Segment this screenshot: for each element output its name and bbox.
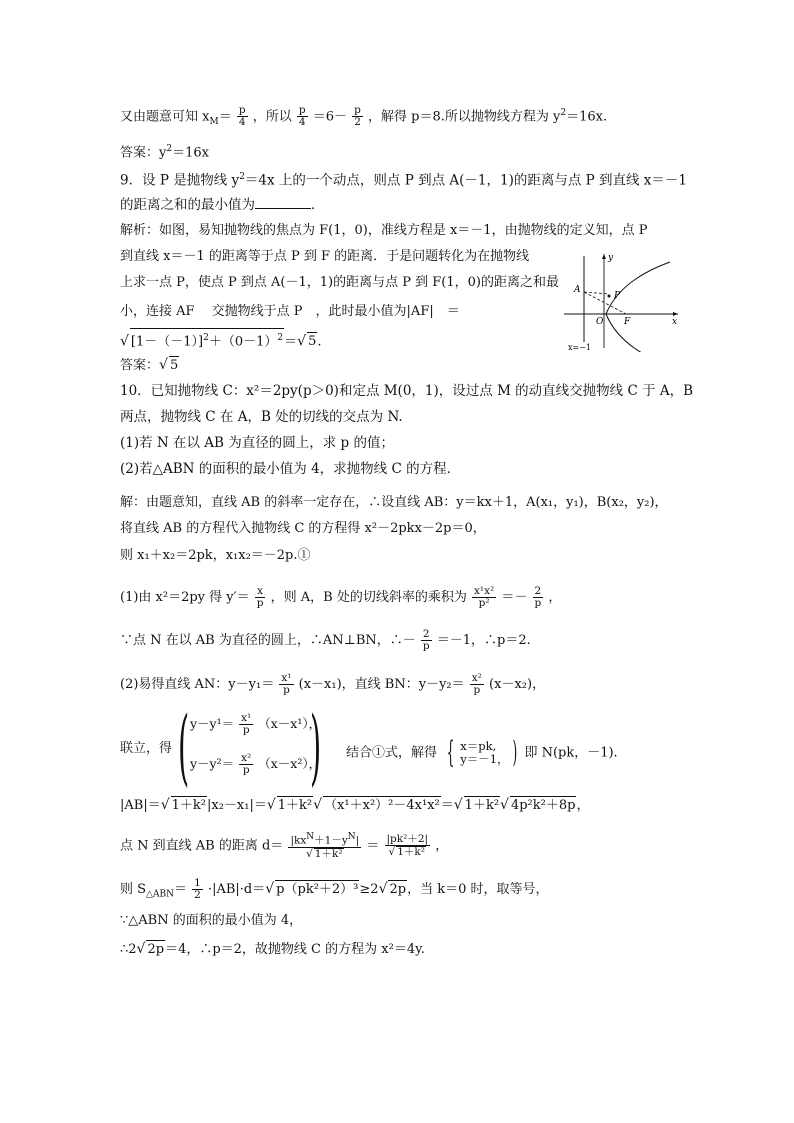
solution-10-line8: |AB|＝√ 1＋k²|x₂－x₁|＝√ 1＋k²√ （x¹＋x²）²－4x¹x²＝√ 1＋k²√ 4p²k²＋8p， — [120, 797, 590, 813]
solution-9-line2: 到直线 x＝－1 的距离等于点 P 到 F 的距离．于是问题转化为在抛物线 — [120, 249, 530, 264]
solution-9-line1: 解析：如图，易知抛物线的焦点为 F(1，0)，准线方程是 x＝－1，由抛物线的定义知，点 P — [120, 223, 648, 238]
point-label-p: P — [614, 291, 621, 301]
fraction: $\frac{p}{4}$ — [298, 104, 306, 129]
solution-10-line12: ∴2√ 2p＝4，∴p＝2，故抛物线 C 的方程为 x²＝4y. — [120, 941, 425, 957]
question-10-line1: 10．已知抛物线 C：x²＝2py(p＞0)和定点 M(0，1)，设过点 M 的动直线交抛物线 C 于 A，B — [120, 383, 694, 399]
question-10-part1: (1)若 N 在以 AB 为直径的圆上，求 p 的值； — [120, 435, 394, 451]
solution-10-line9: 点 N 到直线 AB 的距离 d＝ $\frac{|kx^N+1-y^N|}{\text{√ 1＋k²}}$ ＝ $\frac{\text{|pk²＋2|}}{\text{√ 1＋k²}}$ ， — [120, 832, 449, 860]
solution-10-line10: 则 $S_{\triangle ABN}=$ $\frac{1}{2}$ ·|AB|·d＝√ p（pk²＋2）³≥2√ 2p，当 k＝0 时，取等号， — [120, 877, 549, 901]
solution-10-line11: ∵△ABN 的面积的最小值为 4， — [120, 913, 303, 928]
question-10-line2: 两点，抛物线 C 在 A，B 处的切线的交点为 N. — [120, 409, 403, 425]
focus-label: F — [624, 317, 631, 327]
point-label-a: A — [574, 285, 581, 295]
answer-9: 答案：√ 5 — [120, 357, 179, 373]
question-9-line2: 的距离之和的最小值为 ． — [120, 197, 325, 213]
solution-10-line4: (1)由 x²＝2py 得 y′＝ $\frac{x}{p}$ ，则 A，B 处的切线斜率的乘积为 $\frac{\text{x¹x²}}{\text{p²}}$ ＝－ $\frac{2}{p}$ ， — [120, 585, 562, 609]
solution-10-line7-label: 联立，得 — [120, 741, 173, 756]
question-10-part2: (2)若△ABN 的面积的最小值为 4，求抛物线 C 的方程． — [120, 461, 461, 477]
solution-10-line1: 解：由题意知，直线 AB 的斜率一定存在，∴设直线 AB：y＝kx＋1，A(x₁，y₁)，B(x₂，y₂)， — [120, 495, 668, 510]
directrix-label: x=−1 — [568, 343, 592, 352]
fraction: $\frac{p}{4}$ — [238, 104, 246, 129]
solution-9-line3: 上求一点 P，使点 P 到点 A(－1，1)的距离与点 P 到 F(1，0)的距离之和最 — [120, 275, 559, 290]
answer-8: 答案：$y^2=16x$ — [120, 144, 209, 161]
axis-label-x: x — [672, 317, 678, 327]
answer-blank — [255, 196, 311, 209]
solution-10-line5: ∵点 N 在以 AB 为直径的圆上，∴AN⊥BN，∴－ $\frac{2}{p}$ ＝－1，∴p＝2. — [120, 628, 531, 652]
solution-10-line6: (2)易得直线 AN：y－y₁＝ $\frac{\text{x¹}}{p}$ (x－x₁)，直线 BN：y－y₂＝ $\frac{\text{x²}}{p}$ (x－x₂)， — [120, 672, 546, 696]
solution-10-line3: 则 x₁＋x₂＝2pk，x₁x₂＝－2p.① — [120, 548, 311, 563]
solution-9-line4: 小，连接 AF 交抛物线于点 P ，此时最小值为|AF| ＝ — [120, 304, 460, 319]
origin-label: O — [596, 317, 604, 327]
question-9-line1: 9．设 P 是抛物线 $y^2=4x$ 上的一个动点，则点 P 到点 A(－1，1)的距离与点 P 到直线 x＝－1 — [120, 172, 687, 189]
solution-10-line2: 将直线 AB 的方程代入抛物线 C 的方程得 x²－2pkx－2p＝0， — [120, 521, 486, 536]
equation-system: ( y－y¹＝ $\frac{\text{x¹}}{p}$ （x－x¹）， y－y²＝ $\frac{\text{x²}}{p}$ （x－x²）， ) — [178, 700, 322, 795]
solution-9-line5: √ $[1-(-1)]^2+(0-1)^2=√$ 5. — [120, 328, 321, 351]
parabola-figure — [560, 252, 682, 352]
solution-10-line7-rest: 结合①式，解得 { x＝pk, y＝－1， ) 即 N(pk，－1). — [346, 735, 618, 770]
fraction: $\frac{p}{2}$ — [354, 104, 361, 129]
axis-label-y: y — [608, 253, 614, 263]
solution8-tail: 又由题意可知 $x_M=$ $\frac{p}{4}$ ，所以 $\frac{p}{4}$ ＝6－ $\frac{p}{2}$ ，解得 p＝8.所以抛物线方程为 $y^2=16x$. — [120, 104, 608, 129]
